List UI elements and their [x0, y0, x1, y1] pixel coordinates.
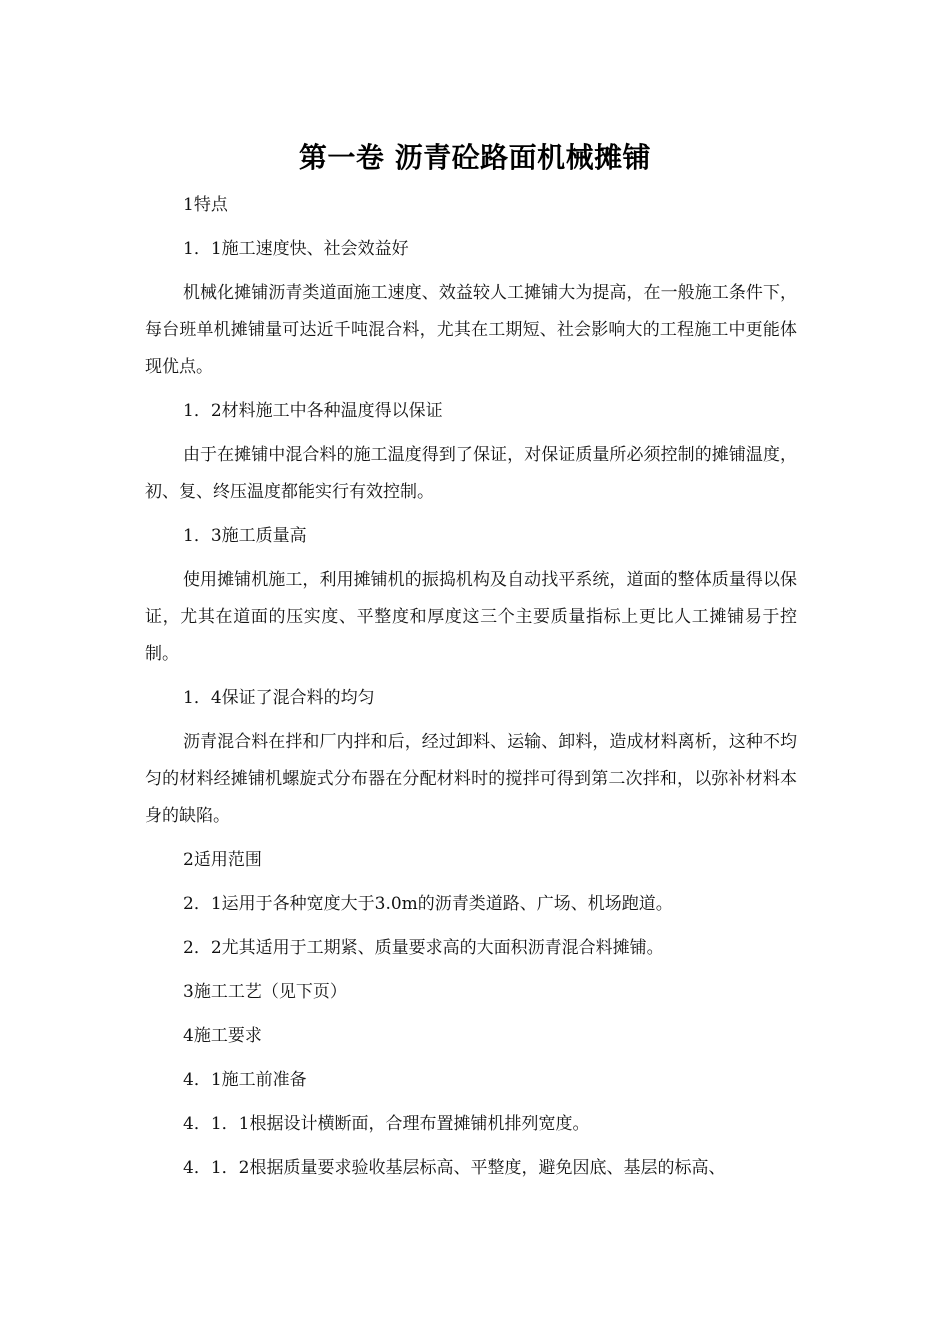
paragraph-1-1: 机械化摊铺沥青类道面施工速度、效益较人工摊铺大为提高，在一般施工条件下，每台班单机摊铺量可达近千吨混合料，尤其在工期短、社会影响大的工程施工中更能体现优点。	[145, 283, 797, 377]
item-4-1-1: 4．1．1根据设计横断面，合理布置摊铺机排列宽度。	[183, 1114, 590, 1134]
document-title: 第一卷 沥青砼路面机械摊铺	[298, 141, 652, 174]
document-body	[145, 187, 797, 1194]
paragraph-1-3: 使用摊铺机施工，利用摊铺机的振捣机构及自动找平系统，道面的整体质量得以保证，尤其在道面的压实度、平整度和厚度这三个主要质量指标上更比人工摊铺易于控制。	[145, 570, 797, 664]
item-2-2: 2．2尤其适用于工期紧、质量要求高的大面积沥青混合料摊铺。	[183, 938, 664, 958]
heading-1: 1特点	[183, 195, 228, 215]
heading-3: 3施工工艺（见下页）	[183, 982, 347, 1002]
heading-2: 2适用范围	[183, 850, 262, 870]
item-2-1: 2．1运用于各种宽度大于3.0m的沥青类道路、广场、机场跑道。	[183, 894, 673, 914]
heading-1-1: 1．1施工速度快、社会效益好	[183, 239, 409, 259]
heading-4-1: 4．1施工前准备	[183, 1070, 307, 1090]
heading-1-3: 1．3施工质量高	[183, 526, 307, 546]
item-4-1-2: 4．1．2根据质量要求验收基层标高、平整度，避免因底、基层的标高、	[183, 1158, 726, 1178]
paragraph-1-2: 由于在摊铺中混合料的施工温度得到了保证，对保证质量所必须控制的摊铺温度，初、复、终压温度都能实行有效控制。	[145, 445, 797, 502]
paragraph-1-4: 沥青混合料在拌和厂内拌和后，经过卸料、运输、卸料，造成材料离析，这种不均匀的材料经摊铺机螺旋式分布器在分配材料时的搅拌可得到第二次拌和，以弥补材料本身的缺陷。	[145, 732, 797, 826]
heading-4: 4施工要求	[183, 1026, 262, 1046]
heading-1-4: 1．4保证了混合料的均匀	[183, 688, 375, 708]
heading-1-2: 1．2材料施工中各种温度得以保证	[183, 401, 443, 421]
